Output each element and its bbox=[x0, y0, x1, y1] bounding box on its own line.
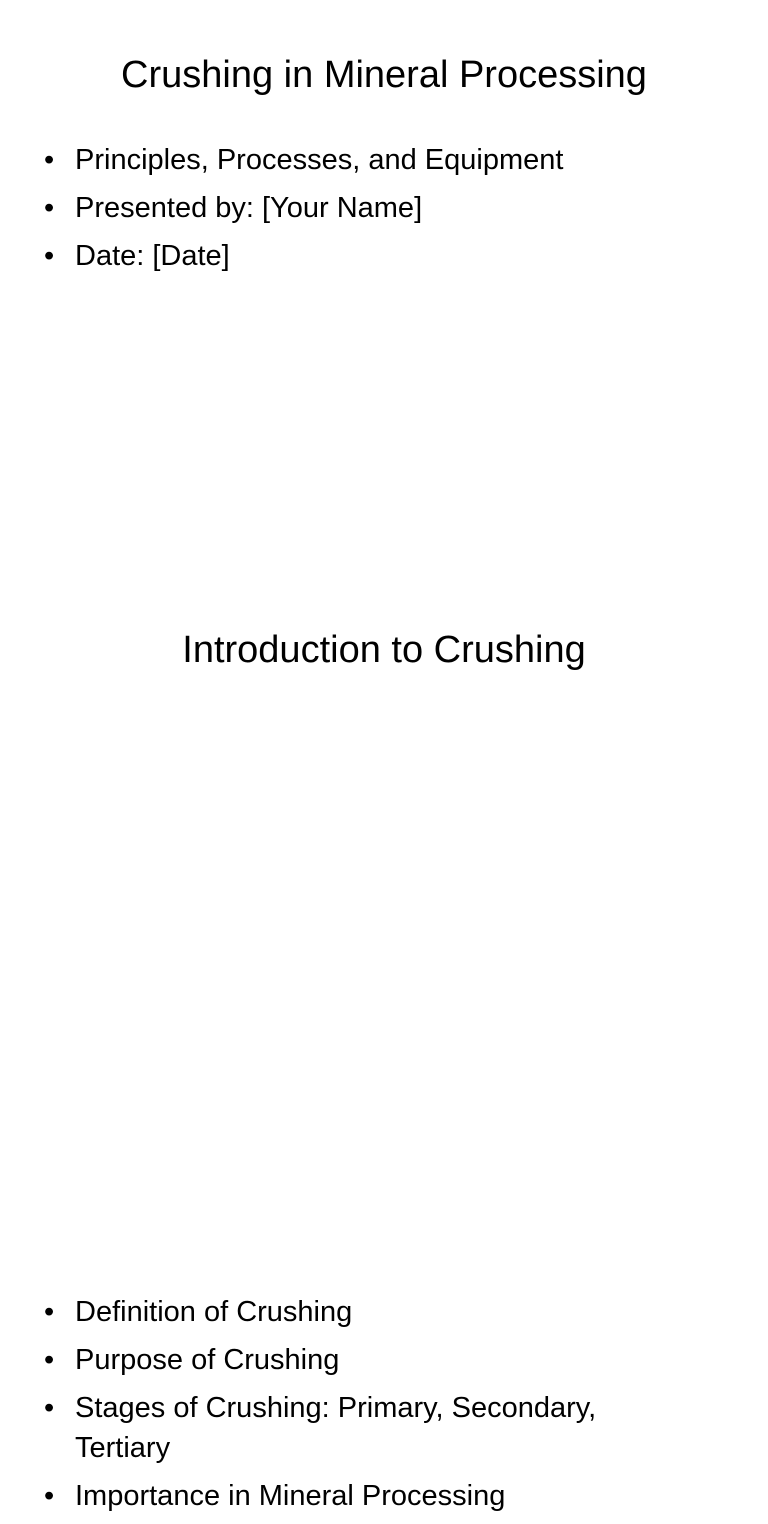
bullet-text: Purpose of Crushing bbox=[75, 1344, 340, 1376]
bullet-icon: • bbox=[44, 1344, 55, 1376]
slide-title: Crushing in Mineral Processing bbox=[121, 54, 647, 96]
bullet-text: Date: [Date] bbox=[75, 240, 230, 272]
bullet-item bbox=[38, 188, 638, 228]
bullet-list bbox=[38, 140, 638, 284]
bullet-icon: • bbox=[44, 144, 55, 176]
bullet-list bbox=[38, 1292, 638, 1524]
bullet-text: Presented by: [Your Name] bbox=[75, 192, 423, 224]
slide-title-page bbox=[0, 0, 768, 576]
bullet-item bbox=[38, 1388, 638, 1468]
bullet-item bbox=[38, 1476, 638, 1516]
bullet-item bbox=[38, 1340, 638, 1380]
bullet-icon: • bbox=[44, 192, 55, 224]
slide-introduction bbox=[0, 576, 768, 1512]
bullet-icon: • bbox=[44, 1480, 55, 1512]
bullet-icon: • bbox=[44, 1296, 55, 1328]
bullet-icon: • bbox=[44, 240, 55, 272]
bullet-text: Definition of Crushing bbox=[75, 1296, 353, 1328]
bullet-text: Stages of Crushing: Primary, Secondary, Tertiary bbox=[75, 1392, 597, 1464]
bullet-text: Importance in Mineral Processing bbox=[75, 1480, 506, 1512]
bullet-item bbox=[38, 236, 638, 276]
bullet-text: Principles, Processes, and Equipment bbox=[75, 144, 564, 176]
bullet-icon: • bbox=[44, 1392, 55, 1424]
bullet-item bbox=[38, 1292, 638, 1332]
bullet-item bbox=[38, 140, 638, 180]
slide-title: Introduction to Crushing bbox=[182, 629, 586, 671]
